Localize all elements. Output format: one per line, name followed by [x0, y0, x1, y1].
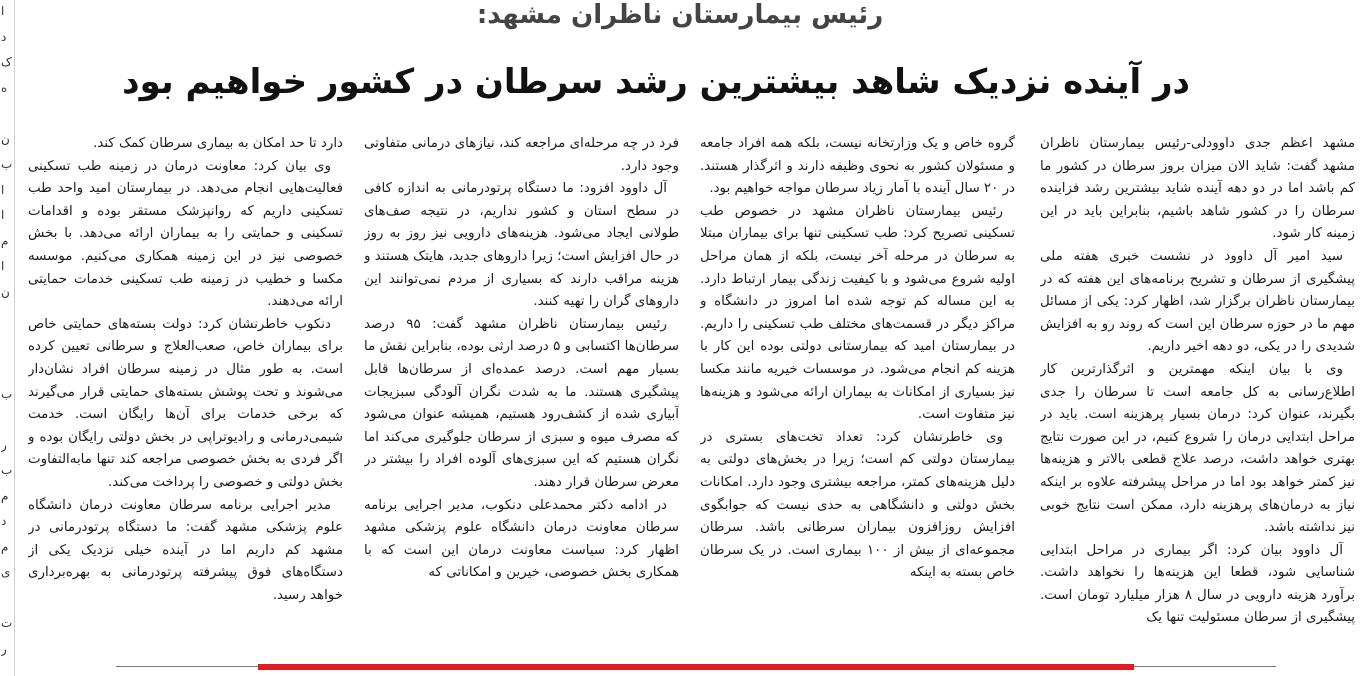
paragraph: مشهد اعظم جدی داوودلی-رئیس بیمارستان ناظران مشهد گفت: شاید الان میزان بروز سرطان در کشور ما کم باشد اما در دو دهه آینده شاید بیشترین رشد فزاینده سرطان را در کشور شاهد باشیم، بنابراین باید در این زمینه کار شود. [1040, 136, 1355, 242]
paragraph: سید امیر آل داوود در نشست خبری هفته ملی پیشگیری از سرطان و تشریح برنامه‌های این هفته که در بیمارستان ناظران برگزار شد، اظهار کرد: یکی از مسائل مهم ما در حوزه سرطان این است که روند رو به افزایش شدیدی را در یکی، دو دهه اخیر داریم. [1040, 248, 1355, 355]
neighbor-text-fragment: ا [1, 259, 5, 273]
neighbor-text-fragment: ا [1, 208, 5, 222]
neighbor-text-fragment: ی [1, 565, 11, 579]
paragraph: در ادامه دکتر محمدعلی دنکوب، مدیر اجرایی برنامه سرطان معاونت درمان دانشگاه علوم پزشکی مشهد اظهار کرد: سیاست معاونت درمان این است که با همکاری بخش خصوصی، خیرین و امکاناتی که [364, 497, 679, 581]
neighbor-article-edge [0, 0, 15, 676]
accent-red-bar [258, 664, 1134, 670]
neighbor-text-fragment: ه [1, 80, 8, 95]
neighbor-text-fragment: م [1, 233, 9, 248]
article-subtitle: رئیس بیمارستان ناظران مشهد: [476, 0, 884, 30]
paragraph: فرد در چه مرحله‌ای مراجعه کند، نیازهای درمانی متفاوتی وجود دارد. [364, 136, 679, 174]
neighbor-text-fragment: م [1, 488, 9, 503]
neighbor-text-fragment: ر [1, 437, 7, 452]
neighbor-text-fragment: ن [1, 284, 10, 299]
neighbor-text-fragment: ک [1, 55, 12, 69]
neighbor-text-fragment: ر [1, 641, 7, 656]
paragraph: وی با بیان اینکه مهمترین و اثرگذارترین کار اطلاع‌رسانی به کل جامعه است تا سرطان را جدی بگیرند، عنوان کرد: درمان بسیار پرهزینه است. باید در مراحل ابتدایی درمان را شروع کنیم، در این صورت نتایج بهتری خواهد داشت، درصد علاج قطعی بالاتر و هزینه‌ها نیز کمتر خواهد بود اما در مراحل پیشرفته علاوه بر اینکه نیاز به درمان‌های پرهزینه دارد، ممکن است نتایج خوبی نیز نداشته باشد. [1040, 361, 1355, 536]
article-column-1 [1040, 133, 1355, 645]
article-column-3 [364, 133, 679, 645]
article-column-2 [700, 133, 1015, 645]
neighbor-text-fragment: ت [1, 616, 13, 630]
article-column-4 [28, 133, 343, 645]
paragraph: رئیس بیمارستان ناظران مشهد گفت: ۹۵ درصد سرطان‌ها اکتسابی و ۵ درصد ارثی بوده، بنابراین نقش ما بسیار مهم است. درصد عمده‌ای از سرطان‌ها قابل پیشگیری هستند. ما به شدت نگران آلودگی سبزیجات آبیاری شده از کشف‌رود هستیم، همیشه عنوان می‌شود که مصرف میوه و سبزی از سرطان جلوگیری می‌کند اما نگران هستیم که این سبزی‌های آلوده افراد را بیشتر در معرض سرطان قرار دهند. [364, 316, 679, 490]
neighbor-text-fragment: د [1, 29, 7, 44]
paragraph: مدیر اجرایی برنامه سرطان معاونت درمان دانشگاه علوم پزشکی مشهد گفت: ما دستگاه پرتودرمانی در مشهد کم داریم اما در آینده خیلی نزدیک یکی از دستگاه‌های فوق پیشرفته پرتودرمانی به بهره‌برداری خواهد رسید. [28, 497, 343, 603]
neighbor-text-fragment: ب [1, 463, 13, 477]
paragraph: رئیس بیمارستان ناظران مشهد در خصوص طب تسکینی تصریح کرد: طب تسکینی تنها برای بیماران مبتلا به سرطان در مرحله آخر نیست، بلکه از همان مراحل اولیه شروع می‌شود و با کیفیت زندگی بیمار ارتباط دارد. به این مساله کم توجه شده اما امروز در دانشگاه و مراکز دیگر در قسمت‌های مختلف طب تسکینی را داریم. در بیمارستان امید که بیمارستانی دولتی بوده این کار با هزینه کم انجام می‌شود. در موسسات خیریه مانند مکسا نیز بسیاری از امکانات به بیماران ارائه می‌شود و هزینه‌ها نیز متفاوت است. [700, 203, 1015, 423]
article-headline: در آینده نزدیک شاهد بیشترین رشد سرطان در کشور خواهیم بود [122, 62, 1190, 102]
neighbor-text-fragment: م [1, 539, 9, 554]
paragraph: وی خاطرنشان کرد: تعداد تخت‌های بستری در بیمارستان دولتی کم است؛ زیرا در بخش‌های دولتی به دلیل هزینه‌های کمتر، مراجعه بیشتری وجود دارد. امکانات بخش دولتی و دانشگاهی به حدی نیست که جوابگوی افزایش روزافزون بیماران سرطانی باشد. سرطان مجموعه‌ای از بیش از ۱۰۰ بیماری است. در یک سرطان خاص بسته به اینکه [700, 429, 1015, 581]
paragraph: آل داوود بیان کرد: اگر بیماری در مراحل ابتدایی شناسایی شود، قطعا این هزینه‌ها را نخواهد داشت. برآورد هزینه دارویی در سال ۸ هزار میلیارد تومان است. پیشگیری از سرطان مسئولیت تنها یک [1040, 542, 1355, 626]
paragraph: گروه خاص و یک وزارتخانه نیست، بلکه همه افراد جامعه و مسئولان کشور به نحوی وظیفه دارند و اثرگذار هستند. در ۲۰ سال آینده با آمار زیاد سرطان مواجه خواهیم بود. [700, 136, 1015, 197]
paragraph: آل داوود افزود: ما دستگاه پرتودرمانی به اندازه کافی در سطح استان و کشور نداریم، در نتیجه صف‌های طولانی ایجاد می‌شود. هزینه‌های دارویی نیز روز به روز در حال افزایش است؛ زیرا داروهای جدید، هایتک هستند و هزینه مراقب دارند که بسیاری از مردم نمی‌توانند این داروهای گران را تهیه کنند. [364, 181, 679, 310]
neighbor-text-fragment: ا [1, 4, 5, 18]
neighbor-text-fragment: ب [1, 157, 13, 171]
paragraph: دارد تا حد امکان به بیماری سرطان کمک کند. [93, 136, 343, 151]
neighbor-text-fragment: ن [1, 131, 10, 146]
neighbor-text-fragment: ب [1, 386, 13, 401]
neighbor-text-fragment: د [1, 514, 7, 528]
paragraph: وی بیان کرد: معاونت درمان در زمینه طب تسکینی فعالیت‌هایی انجام می‌دهد. در بیمارستان امید واحد طب تسکینی داریم که روانپزشک مستقر بوده و اقدامات تسکینی و حمایتی را به بیماران ارائه می‌دهد. با بخش خصوصی نیز در این زمینه همکاری می‌کنیم. موسسه مکسا و خطیب در زمینه طب تسکینی خدمات حمایتی ارائه می‌دهند. [28, 158, 343, 310]
paragraph: دنکوب خاطرنشان کرد: دولت بسته‌های حمایتی خاص برای بیماران خاص، صعب‌العلاج و سرطانی تعیین کرده است. به طور مثال در زمینه سرطان افراد نشان‌دار می‌شوند و تحت پوشش بسته‌های حمایتی قرار می‌گیرند که برخی خدمات برای آن‌ها رایگان است. خدمت شیمی‌درمانی و رادیوتراپی در بخش دولتی رایگان بوده و اگر فردی به بخش خصوصی مراجعه کند تنها مابه‌التفاوت بخش دولتی و خصوصی را پرداخت می‌کند. [28, 316, 343, 490]
neighbor-text-fragment: ا [1, 182, 5, 197]
